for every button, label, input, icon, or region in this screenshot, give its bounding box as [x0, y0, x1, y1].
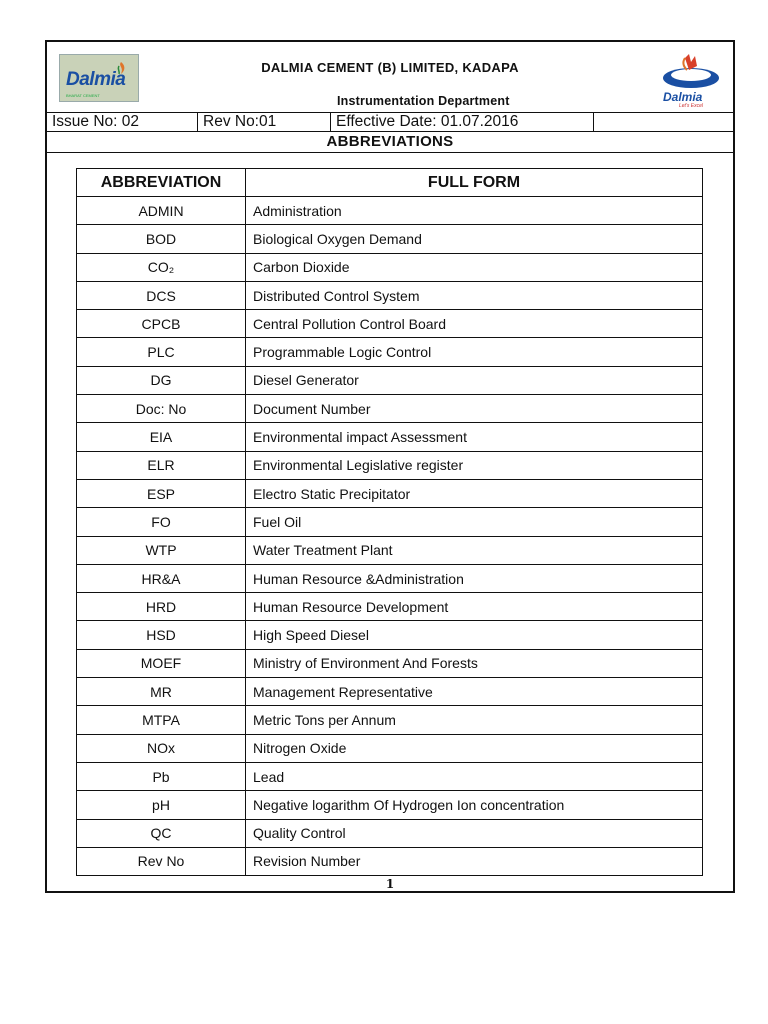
table-row — [77, 593, 703, 621]
revision-number: Rev No:01 — [198, 113, 331, 131]
full-form-cell: Diesel Generator — [246, 366, 703, 394]
table-row — [77, 847, 703, 875]
table-header-row — [77, 169, 703, 197]
full-form-cell: Carbon Dioxide — [246, 253, 703, 281]
full-form-cell: Nitrogen Oxide — [246, 734, 703, 762]
table-row — [77, 281, 703, 309]
document-header — [47, 42, 733, 112]
full-form-cell: Human Resource &Administration — [246, 564, 703, 592]
table-body — [77, 197, 703, 876]
full-form-cell: Negative logarithm Of Hydrogen Ion concentration — [246, 791, 703, 819]
full-form-cell: Environmental impact Assessment — [246, 423, 703, 451]
abbreviation-cell: HSD — [77, 621, 246, 649]
full-form-cell: Ministry of Environment And Forests — [246, 649, 703, 677]
left-logo-subtext: BHARAT CEMENT — [66, 93, 100, 98]
abbreviation-cell: MOEF — [77, 649, 246, 677]
left-logo-wordmark: Dalmia — [66, 69, 126, 90]
table-row — [77, 395, 703, 423]
table-row — [77, 734, 703, 762]
abbreviation-cell: NOx — [77, 734, 246, 762]
table-row — [77, 621, 703, 649]
full-form-cell: High Speed Diesel — [246, 621, 703, 649]
abbreviation-cell: EIA — [77, 423, 246, 451]
abbreviation-cell: ELR — [77, 451, 246, 479]
column-header-full-form: FULL FORM — [246, 169, 703, 197]
full-form-cell: Programmable Logic Control — [246, 338, 703, 366]
full-form-cell: Lead — [246, 762, 703, 790]
full-form-cell: Biological Oxygen Demand — [246, 225, 703, 253]
right-logo-tagline: Let's Excel — [679, 103, 704, 109]
issue-number: Issue No: 02 — [47, 113, 198, 131]
full-form-cell: Quality Control — [246, 819, 703, 847]
table-row — [77, 253, 703, 281]
abbreviation-cell: CPCB — [77, 310, 246, 338]
full-form-cell: Management Representative — [246, 678, 703, 706]
abbreviation-cell: FO — [77, 508, 246, 536]
table-row — [77, 508, 703, 536]
abbreviation-cell: MR — [77, 678, 246, 706]
right-logo-wordmark: Dalmia — [663, 90, 703, 104]
table-row — [77, 678, 703, 706]
column-header-abbreviation: ABBREVIATION — [77, 169, 246, 197]
full-form-cell: Environmental Legislative register — [246, 451, 703, 479]
page-title: ABBREVIATIONS — [47, 132, 733, 153]
full-form-cell: Central Pollution Control Board — [246, 310, 703, 338]
document-frame — [45, 40, 735, 893]
abbreviation-cell: DG — [77, 366, 246, 394]
full-form-cell: Distributed Control System — [246, 281, 703, 309]
abbreviation-cell: ADMIN — [77, 197, 246, 225]
abbreviation-cell: pH — [77, 791, 246, 819]
full-form-cell: Electro Static Precipitator — [246, 479, 703, 507]
abbreviation-cell: ESP — [77, 479, 246, 507]
department-name: Instrumentation Department — [337, 94, 510, 108]
abbreviation-cell: MTPA — [77, 706, 246, 734]
full-form-cell: Human Resource Development — [246, 593, 703, 621]
abbreviation-cell: HR&A — [77, 564, 246, 592]
table-row — [77, 310, 703, 338]
table-row — [77, 649, 703, 677]
table-row — [77, 706, 703, 734]
dalmia-logo — [655, 50, 727, 110]
abbreviation-cell: WTP — [77, 536, 246, 564]
full-form-cell: Metric Tons per Annum — [246, 706, 703, 734]
abbreviation-cell: Rev No — [77, 847, 246, 875]
table-row — [77, 366, 703, 394]
document-info-row — [47, 112, 733, 132]
abbreviation-cell: Doc: No — [77, 395, 246, 423]
table-row — [77, 479, 703, 507]
abbreviations-table — [76, 168, 703, 876]
abbreviation-cell: PLC — [77, 338, 246, 366]
table-row — [77, 225, 703, 253]
abbreviation-cell: HRD — [77, 593, 246, 621]
dalmia-emblem-icon — [655, 50, 727, 92]
abbreviation-cell: BOD — [77, 225, 246, 253]
full-form-cell: Administration — [246, 197, 703, 225]
table-row — [77, 536, 703, 564]
full-form-cell: Fuel Oil — [246, 508, 703, 536]
company-name: DALMIA CEMENT (B) LIMITED, KADAPA — [261, 60, 519, 75]
page-number: 1 — [385, 877, 395, 891]
full-form-cell: Water Treatment Plant — [246, 536, 703, 564]
abbreviation-cell: CO₂ — [77, 253, 246, 281]
full-form-cell: Revision Number — [246, 847, 703, 875]
table-row — [77, 791, 703, 819]
table-row — [77, 451, 703, 479]
table-row — [77, 423, 703, 451]
abbreviation-cell: Pb — [77, 762, 246, 790]
table-row — [77, 197, 703, 225]
table-row — [77, 338, 703, 366]
full-form-cell: Document Number — [246, 395, 703, 423]
effective-date: Effective Date: 01.07.2016 — [331, 113, 594, 131]
table-row — [77, 819, 703, 847]
table-row — [77, 762, 703, 790]
table-row — [77, 564, 703, 592]
abbreviation-cell: DCS — [77, 281, 246, 309]
abbreviation-cell: QC — [77, 819, 246, 847]
